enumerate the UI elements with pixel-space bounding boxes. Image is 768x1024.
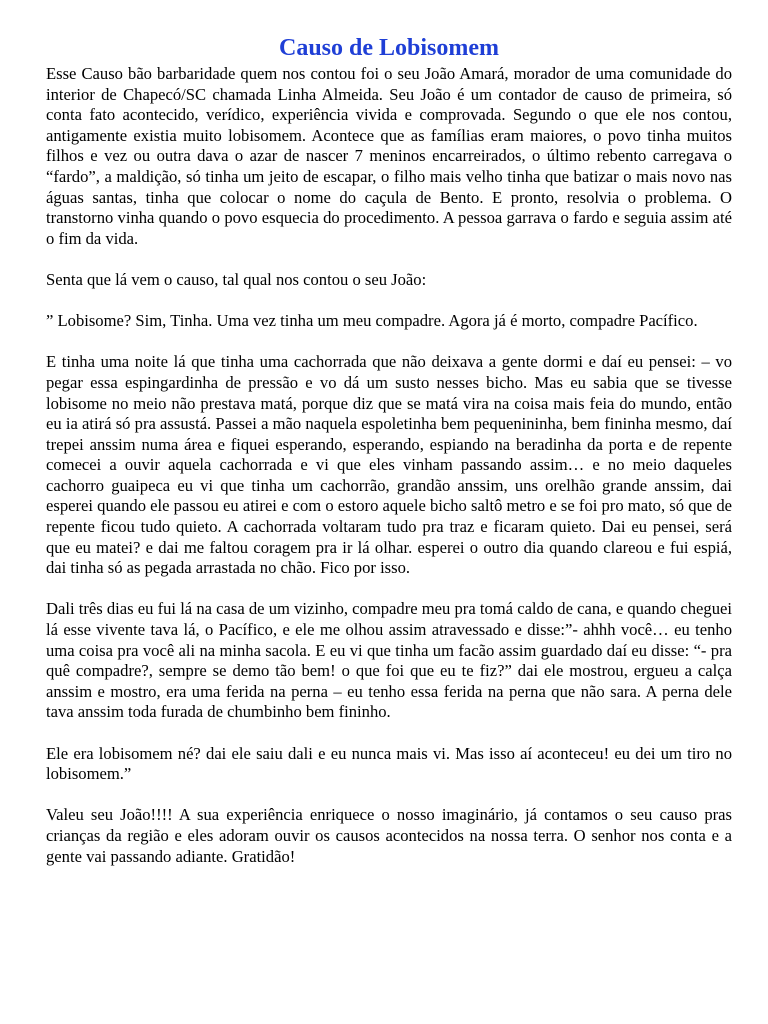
paragraph-quote-start: ” Lobisome? Sim, Tinha. Uma vez tinha um meu compadre. Agora já é morto, compadre Pacífico. bbox=[46, 311, 698, 331]
paragraph-intro: Esse Causo bão barbaridade quem nos contou foi o seu João Amará, morador de uma comunidade do interior de Chapecó/SC chamada Linha Almeida. Seu João é um contador de causo de primeira, só conta fato acontecido, verídico, experiência vivida e comprovada. Segundo o que ele nos contou, antigamente existia muito lobisomem. Acontece que as famílias eram maiores, o povo tinha muitos filhos e vez ou outra dava o azar de nascer 7 meninos encarreirados, o último rebento carregava o “fardo”, a maldição, só tinha um jeito de escapar, o filho mais velho tinha que batizar o mais novo nas águas santas, tinha que colocar o nome do caçula de Bento. E pronto, resolvia o problema. O transtorno vinha quando o povo esquecia do procedimento. A pessoa garrava o fardo e seguia assim até o fim da vida. bbox=[46, 64, 732, 248]
paragraph-thanks: Valeu seu João!!!! A sua experiência enriquece o nosso imaginário, já contamos o seu causo pras crianças da região e eles adoram ouvir os causos acontecidos na nossa terra. O senhor nos conta e a gente vai passando adiante. Gratidão! bbox=[46, 805, 732, 866]
paragraph-conclusion: Ele era lobisomem né? dai ele saiu dali e eu nunca mais vi. Mas isso aí aconteceu! eu dei um tiro no lobisomem.” bbox=[46, 743, 732, 784]
paragraph-three-days-later: Dali três dias eu fui lá na casa de um vizinho, compadre meu pra tomá caldo de cana, e quando cheguei lá esse vivente tava lá, o Pacífico, e ele me olhou assim atravessado e disse:”- ahhh você… eu tenho uma coisa pra você ali na minha sacola. E eu vi que tinha um facão assim guardado daí eu disse: “- pra quê compadre?, sempre se demo tão bem! o que foi que eu te fiz?” dai ele mostrou, ergueu a calça anssim e mostro, era uma ferida na perna – eu tenho essa ferida na perna que não sara. A perna dele tava anssim toda furada de chumbinho bem fininho. bbox=[46, 599, 732, 722]
paragraph-night-story: E tinha uma noite lá que tinha uma cachorrada que não deixava a gente dormi e daí eu pensei: – vo pegar essa espingardinha de pressão e vo dá um susto nesses bicho. Mas eu sabia que se tivesse lobisome no meio não prestava matá, porque diz que se matá vira na coisa mais feia do mundo, então eu ia atirá só pra assustá. Passei a mão naquela espoletinha bem pequenininha, bem fininha mesmo, daí trepei anssim numa área e fiquei esperando, esperando, espiando na beradinha da porta e de repente comecei a ouvir aquela cachorrada e vi que eles vinham passando assim… e no meio daqueles cachorro guaipeca eu vi que tinha um cachorrão, grandão anssim, uns orelhão grande anssim, dai esperei quando ele passou eu atirei e com o estoro aquele bicho saltô metro e se foi pro mato, só que de repente ficou tudo quieto. A cachorrada voltaram tudo pra traz e ficaram quieto. Dai eu pensei, será que eu matei? e dai me faltou coragem pra ir lá olhar. esperei o outro dia quando clareou e fui espiá, dai tinha só as pegada arrastada no chão. Fico por isso. bbox=[46, 352, 732, 578]
document-page bbox=[46, 34, 732, 888]
paragraph-lead-in: Senta que lá vem o causo, tal qual nos contou o seu João: bbox=[46, 269, 427, 289]
page-title: Causo de Lobisomem bbox=[278, 35, 500, 61]
